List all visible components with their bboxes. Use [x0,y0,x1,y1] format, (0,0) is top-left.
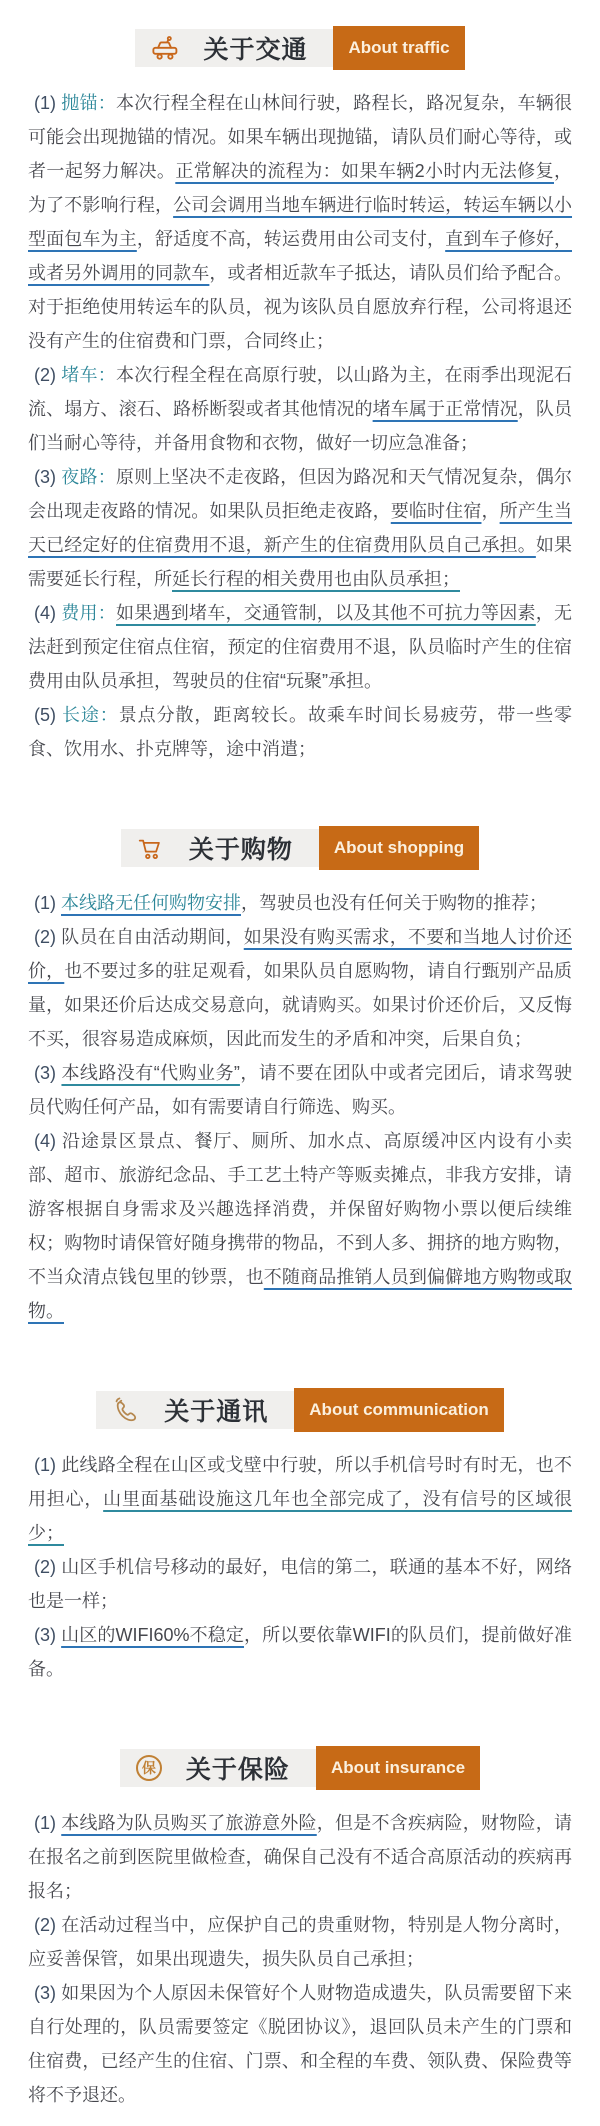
section-title: 关于交通 [203,36,308,64]
section-title: 关于通讯 [164,1398,269,1426]
item-number: (4) [34,603,62,623]
sections-container [28,26,572,2112]
underlined-text: 所产生当天已经定好的住宿费用不退，新产生的住宿费用队员自己承担。 [28,501,573,555]
section-header-bar [121,829,319,867]
text-run: 此线路全程在山区或戈壁中行驶，所以手机信号时有时无，也不用担心， [28,1455,572,1509]
item-number: (1) [34,1813,62,1833]
section-header-bar [135,29,333,67]
text-run: 也不要过多的驻足观看，如果队员自愿购物，请自行甄别产品质量，如果还价后达成交易意向，就请购买。如果讨价还价后，又反悔不买，很容易造成麻烦，因此而发生的矛盾和冲突，后果自负； [28,961,573,1049]
underlined-text: 延长行程的相关费用也由队员承担； [172,569,460,589]
text-run: ， [481,501,500,521]
section-header [28,826,572,870]
text-run: ，舒适度不高，转运费用由公司支付， [136,229,446,249]
paragraph [28,920,572,1056]
text-run: ，请不要在团队中或者完团后，请求驾驶员代购任何产品，如有需要请自行筛选、购买。 [28,1063,573,1117]
paragraph [28,596,572,698]
keyword: 长途： [61,705,119,725]
item-number: (2) [34,365,62,385]
section-header-bar [96,1391,294,1429]
underlined-text: 山区的WIFI60%不稳定 [61,1625,245,1645]
paragraph [28,1806,572,1908]
paragraph [28,886,572,920]
text-run: ，但是不含疾病险，财物险，请在报名之前到医院里做检查，确保自己没有不适合高原活动的疾病再报名； [28,1813,572,1901]
paragraph [28,698,572,766]
section-body [28,886,572,1328]
insurance-seal-icon: 保 [136,1755,162,1781]
section-header [28,26,572,70]
section-body [28,86,572,766]
text-run: 本次行程全程在高原行驶，以山路为主，在雨季出现泥石流、塌方、滚石、路桥断裂或者其他情况的 [28,365,572,419]
section-header [28,1388,572,1432]
paragraph [28,1448,572,1550]
underlined-text: 公司会调用当地车辆进行临时转运，转运车辆以小型面包车为主 [28,195,573,249]
text-run: 队员在自由活动期间， [61,927,244,947]
paragraph [28,86,572,358]
underlined-text: 堵车属于正常情况 [372,399,518,419]
underlined-text: 如果遇到堵车，交通管制，以及其他不可抗力等因素 [116,603,536,623]
underlined-text: 正常解决的流程为：如果车辆2小时内无法修复 [175,161,554,181]
underlined-text: 如果没有购买需求，不要和当地人讨价还价， [28,927,572,981]
keyword: 堵车： [61,365,116,385]
section-body [28,1448,572,1686]
keyword-underlined: 本线路无任何购物安排 [61,893,241,913]
text-run: 如果因为个人原因未保管好个人财物造成遗失，队员需要留下来自行处理的，队员需要签定《脱团协议》，退回队员未产生的门票和住宿费，已经产生的住宿、门票、和全程的车费、领队费、保险费等将不予退还。 [28,1983,572,2105]
section-shopping [28,826,572,1328]
underlined-text: 本线路没有“代购业务” [61,1063,240,1083]
section-insurance [28,1746,572,2112]
telephone-icon [112,1396,140,1424]
paragraph [28,1618,572,1686]
underlined-text: 要临时住宿 [390,501,482,521]
underlined-text: 本线路为队员购买了旅游意外险 [61,1813,317,1833]
text-run: 在活动过程当中，应保护自己的贵重财物，特别是人物分离时，应妥善保管，如果出现遗失，损失队员自己承担； [28,1915,572,1969]
car-icon [151,34,179,62]
keyword: 抛锚： [61,93,116,113]
text-run: ，为了不影响行程， [28,161,572,215]
text-run: 如果需要延长行程，所 [28,535,572,589]
item-number: (5) [34,705,62,725]
shopping-cart-icon [137,834,165,862]
section-badge-button[interactable]: About shopping [319,826,479,870]
section-badge-button[interactable]: About insurance [316,1746,480,1790]
item-number: (3) [34,1063,62,1083]
item-number: (1) [34,893,61,913]
section-traffic [28,26,572,766]
text-run: 沿途景区景点、餐厅、厕所、加水点、高原缓冲区内设有小卖部、超市、旅游纪念品、手工艺土特产等贩卖摊点，非我方安排，请游客根据自身需求及兴趣选择消费，并保留好购物小票以便后续维权；购物时请保管好随身携带的物品，不到人多、拥挤的地方购物，不当众清点钱包里的钞票，也 [28,1131,573,1287]
text-run: 本次行程全程在山林间行驶，路程长，路况复杂，车辆很可能会出现抛锚的情况。如果车辆出现抛锚，请队员们耐心等待，或者一起努力解决。 [28,93,572,181]
item-number: (4) [34,1131,62,1151]
paragraph [28,460,572,596]
item-number: (3) [34,1625,62,1645]
item-number: (1) [34,1455,62,1475]
item-number: (2) [34,927,62,947]
text-run: 景点分散，距离较长。故乘车时间长易疲劳，带一些零食、饮用水、扑克牌等，途中消遣； [28,705,573,759]
item-number: (3) [34,467,62,487]
section-title: 关于购物 [188,836,293,864]
section-title: 关于保险 [185,1756,290,1784]
keyword: 费用： [61,603,116,623]
paragraph [28,358,572,460]
text-run: ，队员们当耐心等待，并备用食物和衣物，做好一切应急准备； [28,399,573,453]
keyword: 夜路： [61,467,116,487]
section-body [28,1806,572,2112]
text-run: ，驾驶员也没有任何关于购物的推荐； [241,893,547,913]
item-number: (2) [34,1557,62,1577]
section-badge-button[interactable]: About traffic [333,26,464,70]
paragraph [28,1550,572,1618]
text-run: ，所以要依靠WIFI的队员们，提前做好准备。 [28,1625,572,1679]
text-run: 原则上坚决不走夜路，但因为路况和天气情况复杂，偶尔会出现走夜路的情况。如果队员拒绝走夜路， [28,467,572,521]
underlined-text: 直到车子修好，或者另外调用的同款车 [28,229,572,283]
section-header [28,1746,572,1790]
underlined-text: 不随商品推销人员到偏僻地方购物或取物。 [28,1267,573,1321]
section-header-bar [120,1749,316,1787]
item-number: (3) [34,1983,62,2003]
section-communication [28,1388,572,1686]
paragraph [28,1976,572,2112]
paragraph [28,1056,572,1124]
item-number: (1) [34,93,62,113]
text-run: ，无法赶到预定住宿点住宿，预定的住宿费用不退，队员临时产生的住宿费用由队员承担，驾驶员的住宿“玩聚”承担。 [28,603,572,691]
paragraph [28,1124,572,1328]
text-run: ，或者相近款车子抵达，请队员们给予配合。对于拒绝使用转运车的队员，视为该队员自愿放弃行程，公司将退还没有产生的住宿费和门票，合同终止； [28,263,573,351]
section-badge-button[interactable]: About communication [294,1388,503,1432]
underlined-text: 山里面基础设施这几年也全部完成了，没有信号的区域很少； [28,1489,573,1543]
paragraph [28,1908,572,1976]
item-number: (2) [34,1915,62,1935]
text-run: 山区手机信号移动的最好，电信的第二，联通的基本不好，网络也是一样； [28,1557,572,1611]
